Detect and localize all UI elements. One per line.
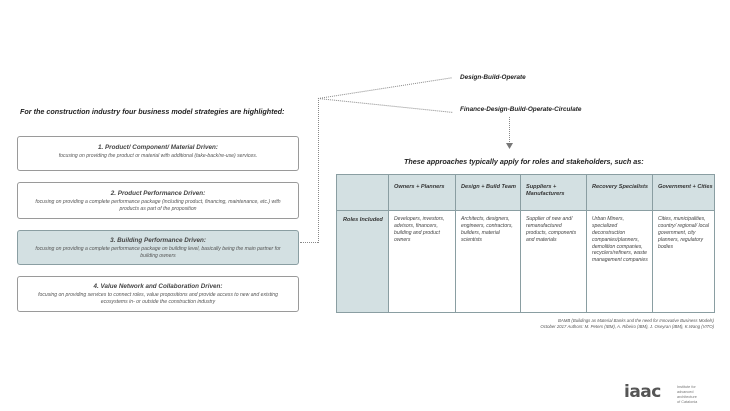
strategy-box-2 xyxy=(17,182,299,219)
table-header-corner xyxy=(337,175,389,211)
table-header-government: Government + Cities xyxy=(653,175,715,211)
connector-to-bottom-approach xyxy=(318,98,452,113)
source-citation xyxy=(540,318,714,331)
iaac-logo xyxy=(624,384,720,404)
arrow-down-icon xyxy=(506,143,513,149)
strategies-heading: For the construction industry four business model strategies are highlighted: xyxy=(20,107,285,116)
logo-line: advanced xyxy=(677,389,694,394)
logo-subtitle xyxy=(677,385,697,405)
table-cell: Urban Miners, specialized deconstruction companies/planners, demolition companies, recyclers/refiners, waste management companies xyxy=(587,211,653,313)
table-cell: Architects, designers, engineers, contractors, builders, material scientists xyxy=(456,211,521,313)
source-line-2: October 2017 Authors: M. Peters (IBM), A. Ribeiro (IBM), J. Oseyran (IBM), K.Wang (VITO) xyxy=(540,324,714,330)
table-header-suppliers: Suppliers + Manufacturers xyxy=(521,175,587,211)
strategy-title: 4. Value Network and Collaboration Driven: xyxy=(93,283,223,290)
strategy-title: 1. Product/ Component/ Material Driven: xyxy=(97,144,218,151)
strategy-desc: focusing on providing services to connect roles, value propositions and provide access to new and existing ecosystems in- or outside the construction industry xyxy=(38,292,278,305)
strategy-desc: focusing on providing the product or material with additional (take-back/re-use) services. xyxy=(58,153,258,159)
connector-vertical xyxy=(318,98,319,243)
row-label: Roles Included xyxy=(337,211,389,313)
strategy-title: 2. Product Performance Driven: xyxy=(110,190,206,197)
table-row xyxy=(337,211,715,313)
approach-design-build-operate: Design-Build-Operate xyxy=(460,74,526,81)
table-cell: Cities, municipalities, country/ regional/ local government, city planners, regulatory bodies xyxy=(653,211,715,313)
strategy-desc: focusing on providing a complete performance package on building level, basically being the main partner for building owners xyxy=(35,246,281,259)
table-header-design-build: Design + Build Team xyxy=(456,175,521,211)
connector-to-top-approach xyxy=(318,77,452,99)
strategy-title: 3. Building Performance Driven: xyxy=(110,237,206,244)
table-header-recovery: Recovery Specialists xyxy=(587,175,653,211)
strategy-box-4 xyxy=(17,276,299,312)
roles-table xyxy=(336,174,715,313)
table-cell: Developers, investors, advisors, financers, building and product owners xyxy=(389,211,456,313)
source-line-1: BAMB (Buildings as Material Banks and the need for Innovative Business Models) xyxy=(558,318,714,323)
logo-mark: iaac xyxy=(624,382,661,402)
strategy-box-3-highlighted xyxy=(17,230,299,265)
connector-h-box3 xyxy=(300,242,318,243)
connector-down-to-table xyxy=(509,117,510,144)
logo-line: architecture xyxy=(677,394,697,399)
logo-line: of Catalonia xyxy=(677,399,698,404)
strategy-desc: focusing on providing a complete performance package (including product, financing, maintenance, etc.) with products as part of the proposition xyxy=(35,199,281,212)
approach-finance-design-build-operate-circulate: Finance-Design-Build-Operate-Circulate xyxy=(460,106,582,113)
table-heading: These approaches typically apply for roles and stakeholders, such as: xyxy=(404,157,644,166)
table-cell: Supplier of new and/ remanufactured products, components and materials xyxy=(521,211,587,313)
strategy-box-1 xyxy=(17,136,299,171)
table-header-owners: Owners + Planners xyxy=(389,175,456,211)
logo-line: Institute for xyxy=(677,385,696,389)
